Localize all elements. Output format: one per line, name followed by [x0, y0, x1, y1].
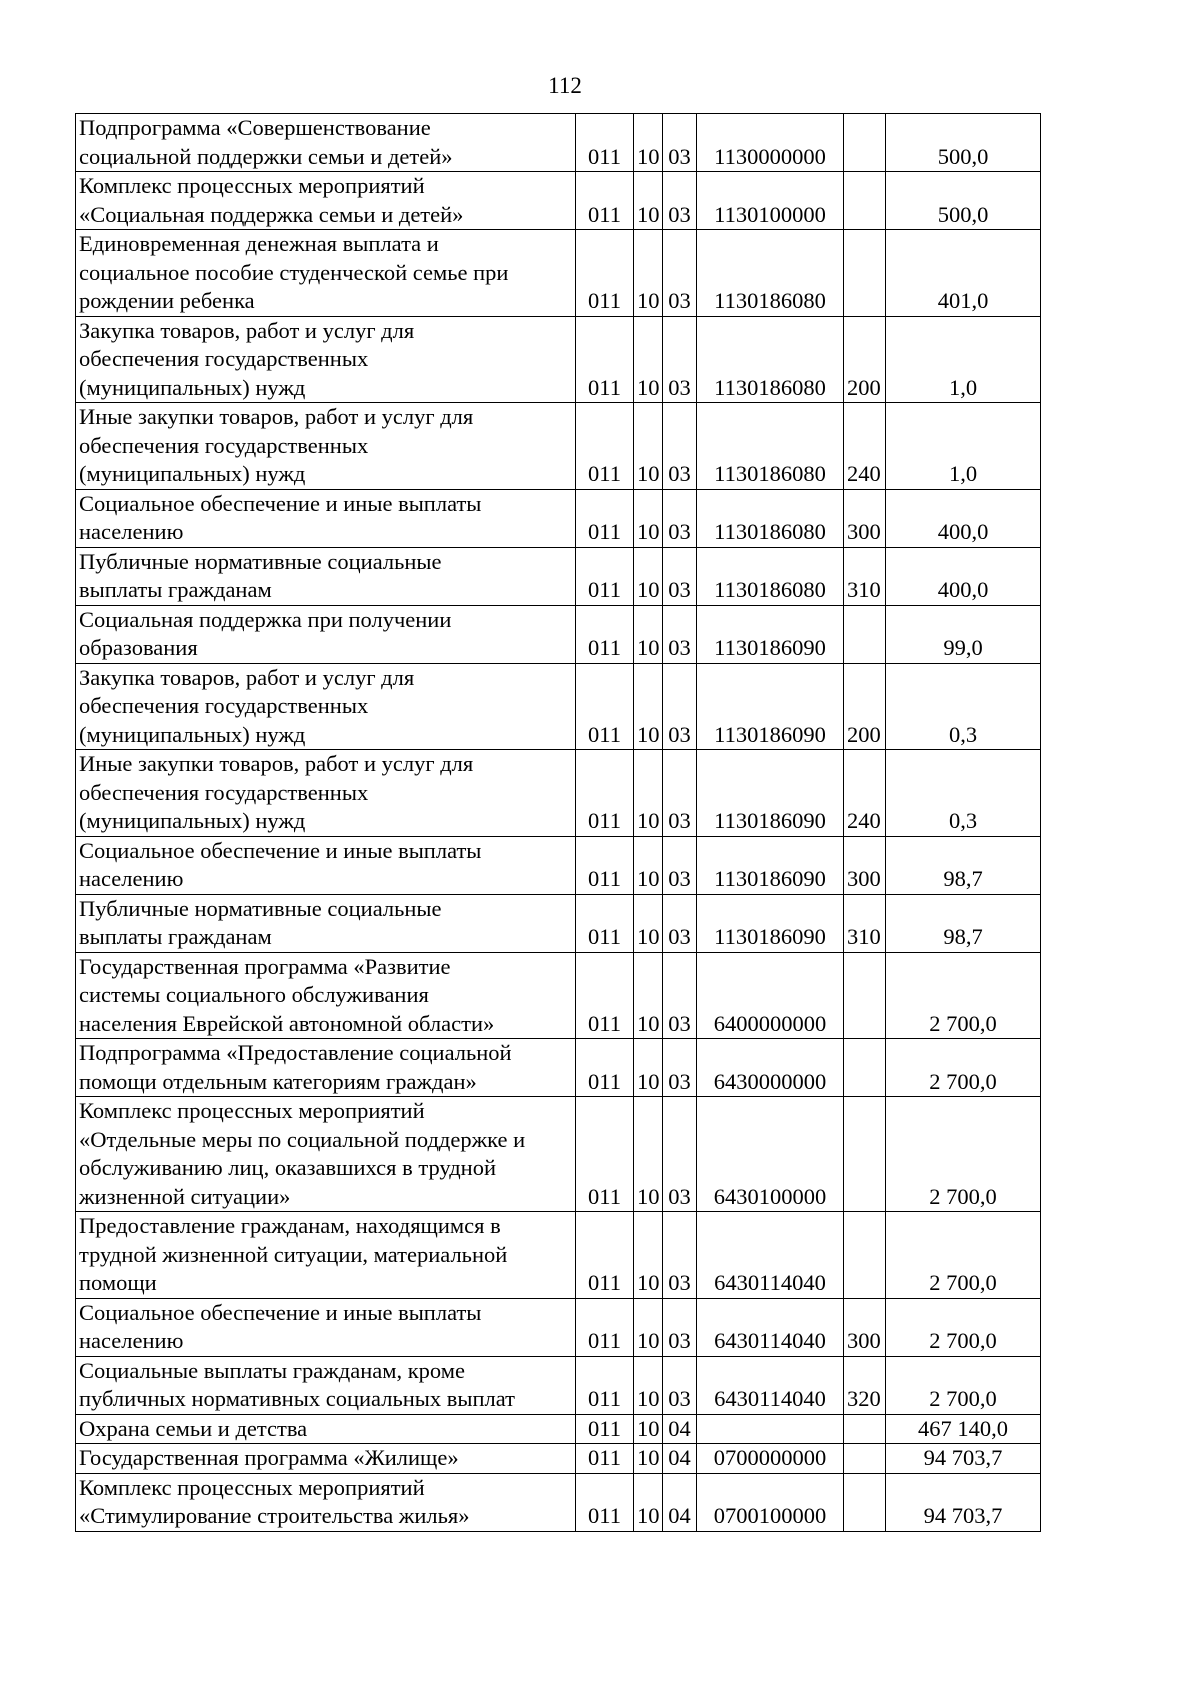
subsection-code-cell: 03 [663, 547, 697, 605]
row-name-cell: Комплекс процессных мероприятий «Стимулирование строительства жилья» [76, 1473, 576, 1531]
amount-cell: 0,3 [886, 663, 1041, 750]
expense-type-code-cell: 200 [844, 663, 886, 750]
table-row [76, 894, 1041, 952]
expense-type-code-cell: 320 [844, 1356, 886, 1414]
target-article-code-cell: 1130186080 [697, 230, 844, 317]
amount-cell: 1,0 [886, 403, 1041, 490]
subsection-code-cell: 04 [663, 1414, 697, 1444]
row-name-cell: Государственная программа «Жилище» [76, 1444, 576, 1474]
row-name-cell: Охрана семьи и детства [76, 1414, 576, 1444]
row-name-cell: Закупка товаров, работ и услуг для обеспечения государственных (муниципальных) нужд [76, 316, 576, 403]
subsection-code-cell: 03 [663, 836, 697, 894]
amount-cell: 400,0 [886, 489, 1041, 547]
expense-type-code-cell [844, 1097, 886, 1212]
section-code-cell: 10 [634, 750, 663, 837]
row-name-cell: Социальное обеспечение и иные выплаты населению [76, 489, 576, 547]
target-article-code-cell: 1130186080 [697, 547, 844, 605]
target-article-code-cell: 0700000000 [697, 1444, 844, 1474]
ministry-code-cell: 011 [576, 1473, 634, 1531]
target-article-code-cell: 1130100000 [697, 172, 844, 230]
expense-type-code-cell [844, 114, 886, 172]
ministry-code-cell: 011 [576, 316, 634, 403]
expense-type-code-cell [844, 1212, 886, 1299]
section-code-cell: 10 [634, 230, 663, 317]
section-code-cell: 10 [634, 952, 663, 1039]
table-row [76, 663, 1041, 750]
section-code-cell: 10 [634, 316, 663, 403]
amount-cell: 1,0 [886, 316, 1041, 403]
expense-type-code-cell [844, 952, 886, 1039]
subsection-code-cell: 04 [663, 1444, 697, 1474]
row-name-cell: Единовременная денежная выплата и социальное пособие студенческой семье при рождении ребенка [76, 230, 576, 317]
ministry-code-cell: 011 [576, 1356, 634, 1414]
expense-type-code-cell: 310 [844, 547, 886, 605]
target-article-code-cell: 1130186080 [697, 316, 844, 403]
page-number: 112 [548, 73, 582, 98]
expense-type-code-cell: 300 [844, 489, 886, 547]
table-row [76, 952, 1041, 1039]
target-article-code-cell: 0700100000 [697, 1473, 844, 1531]
ministry-code-cell: 011 [576, 1298, 634, 1356]
amount-cell: 2 700,0 [886, 1298, 1041, 1356]
subsection-code-cell: 04 [663, 1473, 697, 1531]
target-article-code-cell: 6430114040 [697, 1356, 844, 1414]
table-row [76, 230, 1041, 317]
target-article-code-cell: 1130000000 [697, 114, 844, 172]
expense-type-code-cell [844, 1444, 886, 1474]
expense-type-code-cell [844, 172, 886, 230]
table-row [76, 1356, 1041, 1414]
table-row [76, 172, 1041, 230]
row-name-cell: Закупка товаров, работ и услуг для обеспечения государственных (муниципальных) нужд [76, 663, 576, 750]
section-code-cell: 10 [634, 1473, 663, 1531]
target-article-code-cell: 1130186080 [697, 403, 844, 490]
section-code-cell: 10 [634, 403, 663, 490]
amount-cell: 94 703,7 [886, 1473, 1041, 1531]
subsection-code-cell: 03 [663, 114, 697, 172]
budget-table [75, 113, 1041, 1532]
amount-cell: 2 700,0 [886, 1212, 1041, 1299]
ministry-code-cell: 011 [576, 836, 634, 894]
ministry-code-cell: 011 [576, 1212, 634, 1299]
row-name-cell: Иные закупки товаров, работ и услуг для обеспечения государственных (муниципальных) нужд [76, 750, 576, 837]
table-row [76, 750, 1041, 837]
ministry-code-cell: 011 [576, 1097, 634, 1212]
subsection-code-cell: 03 [663, 1356, 697, 1414]
expense-type-code-cell: 300 [844, 836, 886, 894]
ministry-code-cell: 011 [576, 1039, 634, 1097]
section-code-cell: 10 [634, 114, 663, 172]
subsection-code-cell: 03 [663, 230, 697, 317]
subsection-code-cell: 03 [663, 952, 697, 1039]
subsection-code-cell: 03 [663, 1298, 697, 1356]
table-row [76, 1097, 1041, 1212]
subsection-code-cell: 03 [663, 1212, 697, 1299]
subsection-code-cell: 03 [663, 894, 697, 952]
amount-cell: 99,0 [886, 605, 1041, 663]
section-code-cell: 10 [634, 605, 663, 663]
target-article-code-cell: 6430114040 [697, 1212, 844, 1299]
amount-cell: 2 700,0 [886, 1039, 1041, 1097]
table-row [76, 1039, 1041, 1097]
table-row [76, 114, 1041, 172]
subsection-code-cell: 03 [663, 1097, 697, 1212]
ministry-code-cell: 011 [576, 894, 634, 952]
section-code-cell: 10 [634, 547, 663, 605]
expense-type-code-cell: 200 [844, 316, 886, 403]
target-article-code-cell: 1130186090 [697, 836, 844, 894]
row-name-cell: Комплекс процессных мероприятий «Отдельные меры по социальной поддержке и обслуживанию лиц, оказавшихся в трудной жизненной ситуации» [76, 1097, 576, 1212]
target-article-code-cell: 1130186090 [697, 894, 844, 952]
amount-cell: 98,7 [886, 836, 1041, 894]
table-row [76, 1444, 1041, 1474]
table-body [76, 114, 1041, 1532]
amount-cell: 500,0 [886, 114, 1041, 172]
table-row [76, 403, 1041, 490]
row-name-cell: Социальное обеспечение и иные выплаты населению [76, 1298, 576, 1356]
target-article-code-cell: 1130186090 [697, 750, 844, 837]
subsection-code-cell: 03 [663, 489, 697, 547]
table-row [76, 547, 1041, 605]
table-row [76, 605, 1041, 663]
expense-type-code-cell: 240 [844, 403, 886, 490]
subsection-code-cell: 03 [663, 403, 697, 490]
row-name-cell: Социальная поддержка при получении образования [76, 605, 576, 663]
expense-type-code-cell [844, 1414, 886, 1444]
row-name-cell: Комплекс процессных мероприятий «Социальная поддержка семьи и детей» [76, 172, 576, 230]
row-name-cell: Государственная программа «Развитие системы социального обслуживания населения Еврейской автономной области» [76, 952, 576, 1039]
expense-type-code-cell [844, 230, 886, 317]
section-code-cell: 10 [634, 1444, 663, 1474]
section-code-cell: 10 [634, 1212, 663, 1299]
target-article-code-cell: 6430000000 [697, 1039, 844, 1097]
row-name-cell: Подпрограмма «Совершенствование социальной поддержки семьи и детей» [76, 114, 576, 172]
amount-cell: 94 703,7 [886, 1444, 1041, 1474]
table-row [76, 316, 1041, 403]
subsection-code-cell: 03 [663, 1039, 697, 1097]
ministry-code-cell: 011 [576, 172, 634, 230]
ministry-code-cell: 011 [576, 547, 634, 605]
amount-cell: 2 700,0 [886, 952, 1041, 1039]
section-code-cell: 10 [634, 1097, 663, 1212]
section-code-cell: 10 [634, 836, 663, 894]
amount-cell: 0,3 [886, 750, 1041, 837]
section-code-cell: 10 [634, 1356, 663, 1414]
target-article-code-cell: 6430100000 [697, 1097, 844, 1212]
section-code-cell: 10 [634, 894, 663, 952]
subsection-code-cell: 03 [663, 172, 697, 230]
subsection-code-cell: 03 [663, 750, 697, 837]
row-name-cell: Предоставление гражданам, находящимся в трудной жизненной ситуации, материальной помощи [76, 1212, 576, 1299]
amount-cell: 401,0 [886, 230, 1041, 317]
target-article-code-cell: 1130186090 [697, 605, 844, 663]
amount-cell: 2 700,0 [886, 1097, 1041, 1212]
target-article-code-cell: 1130186090 [697, 663, 844, 750]
ministry-code-cell: 011 [576, 114, 634, 172]
row-name-cell: Социальные выплаты гражданам, кроме публичных нормативных социальных выплат [76, 1356, 576, 1414]
target-article-code-cell: 6400000000 [697, 952, 844, 1039]
expense-type-code-cell: 300 [844, 1298, 886, 1356]
section-code-cell: 10 [634, 1414, 663, 1444]
ministry-code-cell: 011 [576, 750, 634, 837]
section-code-cell: 10 [634, 172, 663, 230]
subsection-code-cell: 03 [663, 605, 697, 663]
row-name-cell: Подпрограмма «Предоставление социальной помощи отдельным категориям граждан» [76, 1039, 576, 1097]
subsection-code-cell: 03 [663, 663, 697, 750]
expense-type-code-cell [844, 1473, 886, 1531]
ministry-code-cell: 011 [576, 230, 634, 317]
expense-type-code-cell: 240 [844, 750, 886, 837]
ministry-code-cell: 011 [576, 663, 634, 750]
expense-type-code-cell [844, 1039, 886, 1097]
section-code-cell: 10 [634, 663, 663, 750]
row-name-cell: Социальное обеспечение и иные выплаты населению [76, 836, 576, 894]
amount-cell: 98,7 [886, 894, 1041, 952]
row-name-cell: Иные закупки товаров, работ и услуг для обеспечения государственных (муниципальных) нужд [76, 403, 576, 490]
amount-cell: 500,0 [886, 172, 1041, 230]
ministry-code-cell: 011 [576, 1444, 634, 1474]
ministry-code-cell: 011 [576, 489, 634, 547]
ministry-code-cell: 011 [576, 952, 634, 1039]
table-row [76, 836, 1041, 894]
target-article-code-cell: 1130186080 [697, 489, 844, 547]
table-row [76, 489, 1041, 547]
amount-cell: 2 700,0 [886, 1356, 1041, 1414]
row-name-cell: Публичные нормативные социальные выплаты гражданам [76, 547, 576, 605]
expense-type-code-cell: 310 [844, 894, 886, 952]
amount-cell: 467 140,0 [886, 1414, 1041, 1444]
amount-cell: 400,0 [886, 547, 1041, 605]
table-row [76, 1298, 1041, 1356]
section-code-cell: 10 [634, 1298, 663, 1356]
section-code-cell: 10 [634, 1039, 663, 1097]
table-row [76, 1473, 1041, 1531]
table-row [76, 1212, 1041, 1299]
subsection-code-cell: 03 [663, 316, 697, 403]
section-code-cell: 10 [634, 489, 663, 547]
target-article-code-cell: 6430114040 [697, 1298, 844, 1356]
ministry-code-cell: 011 [576, 1414, 634, 1444]
ministry-code-cell: 011 [576, 403, 634, 490]
target-article-code-cell [697, 1414, 844, 1444]
expense-type-code-cell [844, 605, 886, 663]
row-name-cell: Публичные нормативные социальные выплаты гражданам [76, 894, 576, 952]
table-row [76, 1414, 1041, 1444]
ministry-code-cell: 011 [576, 605, 634, 663]
